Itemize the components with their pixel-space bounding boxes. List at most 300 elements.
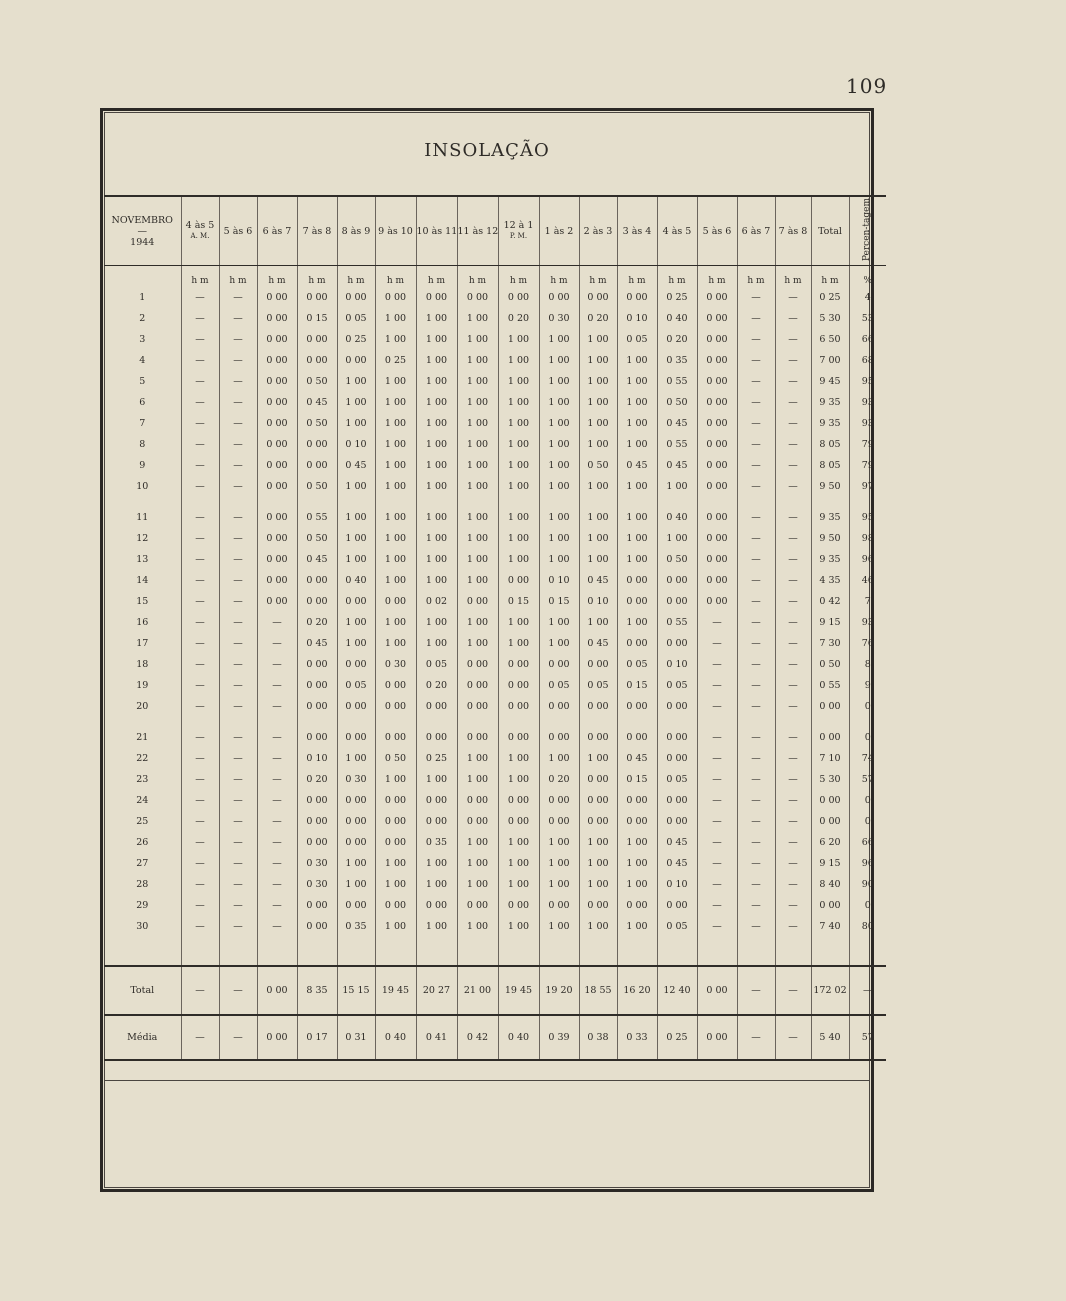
spacer-cell (697, 717, 737, 727)
percent-cell: 66 (849, 329, 886, 350)
value-cell: 0 20 (498, 308, 539, 329)
total-value: 19 45 (375, 966, 416, 1015)
month-label: NOVEMBRO (111, 214, 173, 226)
value-cell: 1 00 (337, 612, 375, 633)
value-cell: 1 00 (416, 853, 457, 874)
value-cell: — (697, 769, 737, 790)
percentage-header (849, 196, 886, 266)
column-header-label: 12 à 1 (503, 220, 534, 231)
value-cell: 0 00 (337, 811, 375, 832)
value-cell: 0 00 (297, 570, 337, 591)
day-cell: 11 (136, 512, 149, 523)
table-body (104, 287, 886, 1060)
value-cell: 0 30 (297, 853, 337, 874)
value-cell: 0 00 (811, 727, 849, 748)
unit-label: h m (416, 266, 457, 288)
value-cell: 0 00 (457, 675, 498, 696)
value-cell: — (219, 696, 257, 717)
value-cell: — (697, 654, 737, 675)
day-cell: 30 (136, 921, 149, 932)
value-cell: — (737, 832, 775, 853)
spacer-cell (579, 717, 617, 727)
value-cell: 0 00 (697, 549, 737, 570)
value-cell: — (257, 675, 297, 696)
percent-cell: 93 (849, 392, 886, 413)
value-cell: 1 00 (416, 916, 457, 937)
unit-label: h m (498, 266, 539, 288)
value-cell: 1 00 (416, 350, 457, 371)
table-row (104, 455, 886, 476)
unit-label: h m (181, 266, 219, 288)
value-cell: 1 00 (498, 371, 539, 392)
value-cell: 0 00 (297, 329, 337, 350)
column-header-sub: A. M. (190, 232, 210, 240)
value-cell: 0 50 (657, 549, 697, 570)
value-cell: 0 42 (811, 591, 849, 612)
value-cell: 1 00 (416, 612, 457, 633)
spacer-cell (375, 497, 416, 507)
value-cell: 1 00 (375, 612, 416, 633)
media-value: — (219, 1015, 257, 1060)
percent-cell: 79 (849, 434, 886, 455)
value-cell: — (181, 455, 219, 476)
value-cell: — (257, 832, 297, 853)
table-row (104, 633, 886, 654)
value-cell: 1 00 (375, 549, 416, 570)
value-cell: 1 00 (416, 874, 457, 895)
column-header-label: 5 às 6 (223, 225, 253, 237)
units-row (104, 266, 886, 288)
value-cell: 0 00 (811, 790, 849, 811)
value-cell: 0 00 (617, 591, 657, 612)
month-dash: — (137, 225, 147, 237)
percent-cell: 0 (849, 811, 886, 832)
value-cell: 0 45 (297, 633, 337, 654)
percent-cell: 74 (849, 748, 886, 769)
value-cell: 0 00 (617, 633, 657, 654)
value-cell: 0 00 (697, 329, 737, 350)
value-cell: 1 00 (498, 874, 539, 895)
value-cell: 1 00 (498, 832, 539, 853)
value-cell: 0 00 (297, 895, 337, 916)
value-cell: — (775, 371, 811, 392)
media-value: 5 40 (811, 1015, 849, 1060)
value-cell: 0 00 (375, 675, 416, 696)
unit-label: h m (257, 266, 297, 288)
value-cell: 0 00 (257, 371, 297, 392)
table-row (104, 696, 886, 717)
value-cell: — (737, 675, 775, 696)
value-cell: 8 05 (811, 434, 849, 455)
value-cell: — (257, 612, 297, 633)
value-cell: — (181, 476, 219, 497)
units-empty (104, 266, 181, 288)
value-cell: — (181, 769, 219, 790)
spacer-cell (775, 497, 811, 507)
value-cell: — (219, 874, 257, 895)
value-cell: 0 00 (297, 832, 337, 853)
spacer-cell (617, 497, 657, 507)
value-cell: 1 00 (457, 350, 498, 371)
day-cell: 4 (139, 355, 146, 366)
value-cell: — (257, 769, 297, 790)
spacer-cell (775, 937, 811, 966)
value-cell: — (737, 790, 775, 811)
value-cell: — (775, 308, 811, 329)
value-cell: — (181, 853, 219, 874)
table-row (104, 790, 886, 811)
value-cell: 0 00 (297, 675, 337, 696)
value-cell: 1 00 (457, 507, 498, 528)
value-cell: — (775, 748, 811, 769)
media-percent: 57 (849, 1015, 886, 1060)
value-cell: 0 00 (416, 790, 457, 811)
value-cell: — (257, 727, 297, 748)
spacer-cell (775, 717, 811, 727)
spacer-cell (849, 937, 886, 966)
spacer-cell (498, 717, 539, 727)
value-cell: 0 00 (498, 654, 539, 675)
value-cell: — (775, 591, 811, 612)
value-cell: 0 45 (579, 570, 617, 591)
value-cell: 1 00 (416, 528, 457, 549)
value-cell: 1 00 (416, 329, 457, 350)
value-cell: 1 00 (375, 916, 416, 937)
value-cell: 0 00 (416, 696, 457, 717)
value-cell: — (737, 769, 775, 790)
value-cell: 4 35 (811, 570, 849, 591)
bottom-divider (104, 1080, 870, 1082)
value-cell: 0 00 (337, 287, 375, 308)
spacer-cell (297, 717, 337, 727)
value-cell: — (737, 528, 775, 549)
value-cell: — (775, 413, 811, 434)
value-cell: 9 50 (811, 528, 849, 549)
unit-label: h m (579, 266, 617, 288)
value-cell: 0 50 (811, 654, 849, 675)
value-cell: 1 00 (457, 748, 498, 769)
value-cell: 0 50 (297, 528, 337, 549)
value-cell: — (697, 748, 737, 769)
table-row (104, 832, 886, 853)
value-cell: 0 00 (697, 287, 737, 308)
table-row (104, 371, 886, 392)
value-cell: — (219, 612, 257, 633)
value-cell: 1 00 (457, 853, 498, 874)
value-cell: 1 00 (539, 455, 579, 476)
value-cell: — (181, 392, 219, 413)
spacer-cell (219, 937, 257, 966)
percent-cell: 80 (849, 916, 886, 937)
value-cell: 1 00 (375, 308, 416, 329)
day-cell: 25 (136, 816, 149, 827)
page-title: INSOLAÇÃO (424, 140, 550, 161)
value-cell: 0 00 (257, 434, 297, 455)
table-row (104, 748, 886, 769)
spacer-row (104, 717, 886, 727)
value-cell: — (775, 895, 811, 916)
spacer-cell (737, 497, 775, 507)
spacer-cell (416, 937, 457, 966)
media-value: 0 40 (375, 1015, 416, 1060)
value-cell: 1 00 (457, 769, 498, 790)
spacer-cell (539, 717, 579, 727)
spacer-cell (181, 937, 219, 966)
column-header-label: 1 às 2 (544, 225, 574, 237)
column-header (657, 196, 697, 266)
spacer-cell (579, 497, 617, 507)
value-cell: 0 15 (617, 769, 657, 790)
value-cell: 0 00 (375, 832, 416, 853)
value-cell: — (181, 612, 219, 633)
total-value: 8 35 (297, 966, 337, 1015)
value-cell: 1 00 (457, 916, 498, 937)
percent-cell: 46 (849, 570, 886, 591)
value-cell: — (775, 727, 811, 748)
value-cell: 0 00 (457, 696, 498, 717)
value-cell: 0 00 (416, 811, 457, 832)
value-cell: 0 00 (337, 696, 375, 717)
column-header-label: 6 às 7 (262, 225, 292, 237)
unit-label: h m (219, 266, 257, 288)
value-cell: 0 25 (416, 748, 457, 769)
value-cell: 0 00 (337, 727, 375, 748)
value-cell: 1 00 (498, 528, 539, 549)
spacer-cell (737, 717, 775, 727)
value-cell: 1 00 (498, 413, 539, 434)
column-header-label: 4 às 5 (185, 220, 215, 231)
value-cell: 9 35 (811, 549, 849, 570)
value-cell: 0 00 (337, 350, 375, 371)
value-cell: — (219, 476, 257, 497)
day-cell: 5 (139, 376, 146, 387)
value-cell: — (219, 570, 257, 591)
value-cell: 1 00 (539, 853, 579, 874)
value-cell: — (257, 748, 297, 769)
value-cell: 0 00 (697, 570, 737, 591)
value-cell: 1 00 (498, 455, 539, 476)
value-cell: 0 00 (257, 476, 297, 497)
value-cell: 0 00 (257, 350, 297, 371)
value-cell: 0 00 (697, 507, 737, 528)
value-cell: 0 00 (539, 696, 579, 717)
value-cell: 0 00 (697, 392, 737, 413)
value-cell: 1 00 (375, 507, 416, 528)
value-cell: 0 00 (811, 696, 849, 717)
value-cell: 0 00 (697, 455, 737, 476)
value-cell: 1 00 (337, 413, 375, 434)
value-cell: 0 05 (657, 675, 697, 696)
value-cell: 0 00 (657, 811, 697, 832)
value-cell: — (697, 811, 737, 832)
value-cell: 1 00 (416, 633, 457, 654)
value-cell: 1 00 (337, 853, 375, 874)
value-cell: 0 00 (337, 591, 375, 612)
unit-label: h m (375, 266, 416, 288)
value-cell: 0 45 (657, 853, 697, 874)
value-cell: — (219, 675, 257, 696)
value-cell: — (737, 434, 775, 455)
value-cell: — (697, 675, 737, 696)
value-cell: 0 00 (375, 790, 416, 811)
value-cell: 0 20 (297, 612, 337, 633)
value-cell: 0 00 (457, 727, 498, 748)
value-cell: 1 00 (457, 308, 498, 329)
total-value: 20 27 (416, 966, 457, 1015)
media-value: 0 40 (498, 1015, 539, 1060)
value-cell: — (181, 570, 219, 591)
value-cell: 1 00 (617, 476, 657, 497)
table-row (104, 612, 886, 633)
spacer-cell (657, 717, 697, 727)
value-cell: 0 25 (337, 329, 375, 350)
value-cell: — (219, 769, 257, 790)
value-cell: — (775, 434, 811, 455)
percent-cell: 98 (849, 528, 886, 549)
day-cell: 16 (136, 617, 149, 628)
column-header-label: 7 às 8 (778, 225, 808, 237)
value-cell: 0 00 (579, 811, 617, 832)
column-header (337, 196, 375, 266)
value-cell: 0 35 (657, 350, 697, 371)
column-header (697, 196, 737, 266)
value-cell: — (775, 507, 811, 528)
media-value: 0 33 (617, 1015, 657, 1060)
value-cell: — (737, 727, 775, 748)
value-cell: 0 00 (811, 895, 849, 916)
spacer-cell (104, 497, 181, 507)
value-cell: 0 25 (375, 350, 416, 371)
value-cell: 9 35 (811, 392, 849, 413)
value-cell: — (219, 371, 257, 392)
value-cell: 1 00 (539, 874, 579, 895)
value-cell: — (697, 832, 737, 853)
total-value: 16 20 (617, 966, 657, 1015)
value-cell: 1 00 (416, 308, 457, 329)
value-cell: — (181, 329, 219, 350)
value-cell: 1 00 (539, 350, 579, 371)
value-cell: — (219, 591, 257, 612)
value-cell: 1 00 (337, 633, 375, 654)
value-cell: 9 35 (811, 507, 849, 528)
value-cell: 0 00 (657, 895, 697, 916)
value-cell: — (737, 371, 775, 392)
column-header (375, 196, 416, 266)
value-cell: 1 00 (539, 392, 579, 413)
total-value: 21 00 (457, 966, 498, 1015)
day-cell: 19 (136, 680, 149, 691)
value-cell: 0 50 (375, 748, 416, 769)
value-cell: 1 00 (498, 350, 539, 371)
day-cell: 8 (139, 439, 146, 450)
unit-label: h m (297, 266, 337, 288)
value-cell: — (737, 633, 775, 654)
value-cell: 1 00 (337, 476, 375, 497)
media-value: — (181, 1015, 219, 1060)
value-cell: 0 45 (617, 455, 657, 476)
spacer-cell (219, 717, 257, 727)
value-cell: 1 00 (657, 528, 697, 549)
value-cell: — (737, 476, 775, 497)
value-cell: 0 05 (579, 675, 617, 696)
percent-cell: 0 (849, 696, 886, 717)
value-cell: 0 00 (257, 570, 297, 591)
value-cell: 0 45 (657, 413, 697, 434)
table-row (104, 675, 886, 696)
column-header (775, 196, 811, 266)
spacer-cell (181, 497, 219, 507)
spacer-cell (697, 937, 737, 966)
value-cell: 0 00 (579, 769, 617, 790)
value-cell: 1 00 (416, 392, 457, 413)
day-cell: 26 (136, 837, 149, 848)
value-cell: — (181, 675, 219, 696)
value-cell: 1 00 (457, 874, 498, 895)
value-cell: 0 00 (375, 591, 416, 612)
value-cell: — (737, 350, 775, 371)
value-cell: 1 00 (539, 612, 579, 633)
value-cell: 1 00 (375, 853, 416, 874)
value-cell: — (219, 350, 257, 371)
value-cell: 1 00 (617, 612, 657, 633)
percent-cell: 96 (849, 853, 886, 874)
day-cell: 10 (136, 481, 149, 492)
spacer-cell (181, 717, 219, 727)
value-cell: 1 00 (617, 874, 657, 895)
day-cell: 9 (139, 460, 146, 471)
value-cell: 1 00 (498, 507, 539, 528)
value-cell: — (181, 790, 219, 811)
value-cell: — (775, 612, 811, 633)
total-value: 19 45 (498, 966, 539, 1015)
spacer-cell (617, 717, 657, 727)
spacer-cell (337, 937, 375, 966)
value-cell: 0 05 (416, 654, 457, 675)
value-cell: — (257, 874, 297, 895)
value-cell: 0 00 (498, 696, 539, 717)
value-cell: 0 00 (375, 895, 416, 916)
column-header-label: 7 às 8 (302, 225, 332, 237)
value-cell: — (775, 350, 811, 371)
value-cell: 0 00 (697, 413, 737, 434)
spacer-cell (539, 937, 579, 966)
value-cell: 0 00 (337, 832, 375, 853)
day-cell: 21 (136, 732, 149, 743)
value-cell: — (181, 350, 219, 371)
total-value: — (775, 966, 811, 1015)
value-cell: 1 00 (457, 413, 498, 434)
value-cell: — (737, 413, 775, 434)
table-row (104, 654, 886, 675)
value-cell: 0 45 (617, 748, 657, 769)
value-cell: — (775, 392, 811, 413)
column-header (498, 196, 539, 266)
total-percent: — (849, 966, 886, 1015)
value-cell: 0 00 (375, 696, 416, 717)
value-cell: — (219, 853, 257, 874)
value-cell: — (219, 916, 257, 937)
value-cell: 1 00 (498, 916, 539, 937)
value-cell: 0 00 (539, 895, 579, 916)
value-cell: 0 00 (257, 413, 297, 434)
value-cell: 0 05 (657, 769, 697, 790)
spacer-cell (219, 497, 257, 507)
value-cell: — (219, 455, 257, 476)
value-cell: 1 00 (579, 434, 617, 455)
value-cell: 7 30 (811, 633, 849, 654)
value-cell: 0 25 (811, 287, 849, 308)
value-cell: 0 00 (297, 287, 337, 308)
